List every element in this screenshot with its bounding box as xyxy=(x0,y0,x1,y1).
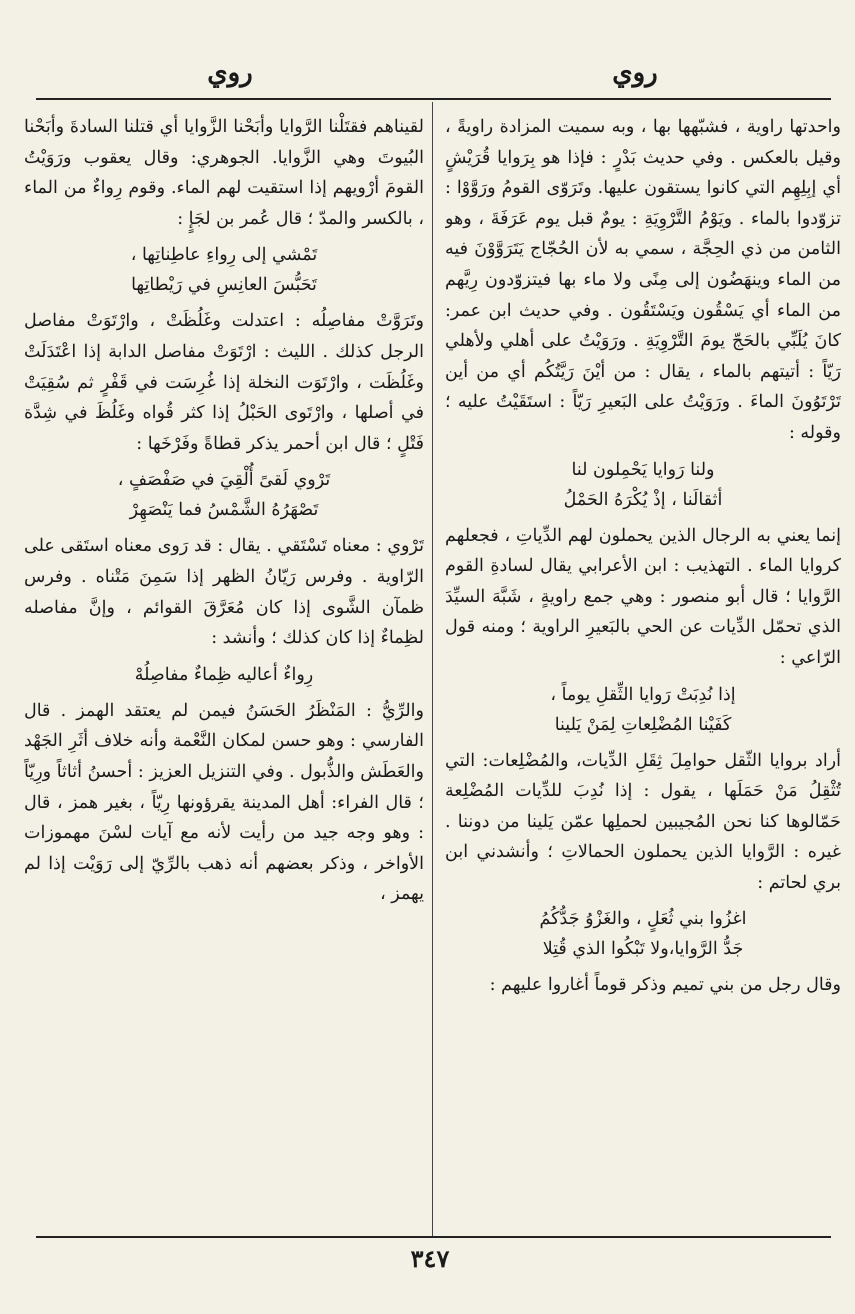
paragraph: تَرْوي : معناه تَسْتَقي . يقال : قد رَوى معناه استَقى على الرّاوية . وفرس رَيّانُ الظهر إذا سَمِنَ مَتْناه . وفرس ظمآن الشَّوى إذا كان مُعَرَّقَ القوائم ، وإنَّ مفاصله لظِماءٌ إذا كان كذلك ؛ وأنشد : xyxy=(24,536,424,649)
verse xyxy=(445,680,841,740)
paragraph: وقال رجل من بني تميم وذكر قوماً أغاروا عليهم : xyxy=(489,975,841,996)
verse-line: ولنا رَوايا يَحْمِلون لنا xyxy=(571,459,715,480)
verse xyxy=(24,240,424,300)
left-column-heading: روي xyxy=(207,58,253,88)
right-column-heading: روي xyxy=(612,58,658,88)
verse-line: أثقالَنا ، إذْ يُكْرَهُ الحَمْلُ xyxy=(563,489,723,510)
verse xyxy=(24,660,424,690)
paragraph: أراد بروايا الثّقل حوامِلَ ثِقَلِ الدِّيات، والمُضْلِعات: التي تُثْقِلُ مَنْ حَمَلَها ، يقول : إذا نُدِبَ للدِّيات المُضْلِعة حَمّالوها كنا نحن المُجيبين لحملِها عمّن يَلينا من دوننا . غيره : الرَّوايا الذين يحملون الحمالاتِ ؛ وأنشدني ابن بري لحاتم : xyxy=(445,750,841,893)
verse xyxy=(445,455,841,515)
paragraph: لقيناهم فقتَلْنا الرَّوايا وأبَحْنا الزَّوايا أي قتلنا السادةَ وأبَحْنا البُيوتَ وهي الزَّوايا. الجوهري: وقال يعقوب ورَوَيْتُ القومَ أرْويهم إذا استقيت لهم الماء. وقوم رِواءٌ من الماء ، بالكسر والمدّ ؛ قال عُمر بن لجَإٍ : xyxy=(24,117,424,229)
top-rule xyxy=(36,98,831,100)
paragraph: إنما يعني به الرجال الذين يحملون لهم الدِّياتِ ، فجعلهم كروايا الماء . التهذيب : ابن الأعرابي يقال لسادةِ القوم الرَّوايا ؛ قال أبو منصور : وهي جمع راويةٍ ، شَبَّهَ السيِّدَ الذي تحمّل الدِّيات عن الحي بالبَعيرِ الراوية ؛ ومنه قول الرّاعي : xyxy=(445,525,841,668)
verse-line: رِواءٌ أعاليه ظِماءٌ مفاصِلُهْ xyxy=(134,664,314,685)
verse-line: إذا نُدِبَتْ رَوايا الثِّقلِ يوماً ، xyxy=(550,684,736,705)
right-column xyxy=(445,112,841,1232)
page-number: ٣٤٧ xyxy=(410,1244,450,1273)
verse-line: جَدُّ الرَّوايا،ولا تَبْكُوا الذي قُتِلا xyxy=(542,939,744,960)
verse-line: كَفَيْنا المُضْلِعاتِ لِمَنْ يَلينا xyxy=(554,714,732,735)
verse xyxy=(24,465,424,525)
paragraph: وتَرَوَّتْ مفاصِلُه : اعتدلت وغَلُظَتْ ، وارْتَوَتْ مفاصل الرجل كذلك . الليث : ارْتَوَتْ مفاصل الدابة إذا اعْتَدَلَتْ وغَلُظَت ، وارْتَوَت النخلة إذا غُرِسَت في قَفْرٍ ثم سُقِيَتْ في أصلها ، وارْتَوى الحَبْلُ إذا كثر قُواه وغَلُظَ في شِدَّة فَتْلٍ ؛ قال ابن أحمر يذكر قطاةً وفَرْخَها : xyxy=(24,311,424,454)
paragraph: واحدتها راوية ، فشبّهها بها ، وبه سميت المزادة راويةً ، وقيل بالعكس . وفي حديث بَدْرٍ : فإذا هو بِرَوايا قُرَيْشٍ أي إبِلِهِم التي كانوا يستقون عليها. وتَرَوّى القومُ ورَوَّوْا : تزوّدوا بالماء . ويَوْمُ التَّرْوِيَةِ : يومٌ قبل يوم عَرَفَةَ ، وهو الثامن من ذي الحِجَّة ، سمي به لأن الحُجّاج يَتَرَوَّوْنَ فيه من الماء وينهَضُون إلى مِنًى ولا ماء بها فيتزوّدون رِيَّهم من الماء أي يَسْقُون ويَسْتَقُون . وفي حديث ابن عمر: كانَ يُلَبِّي بالحَجّ يومَ التَّرْوِيَةِ . ورَوَيْتُ على أهلي ولأهلي رَيّاً : أتيتهم بالماء ، يقال : من أيْنَ رَيَّتُكُم أي من أين تَرْتَوُونَ الماءَ . ورَوَيْتُ على البَعيرِ رَيّاً : استَقَيْتُ عليه ؛ وقوله : xyxy=(445,117,841,443)
column-divider xyxy=(432,102,433,1237)
verse-line: تَمْشي إلى رِواءِ عاطِناتِها ، xyxy=(130,245,318,266)
verse-line: تَرْوي لَقىً أُلْقِيَ في صَفْصَفٍ ، xyxy=(117,470,331,491)
verse-line: اغزُوا بني ثُعَلٍ ، والغَزْوُ جَدُّكُمُ xyxy=(539,909,747,930)
verse-line: تَصْهَرُهُ الشَّمْسُ فما يَنْصَهِرْ xyxy=(129,500,319,521)
bottom-rule xyxy=(36,1236,831,1238)
paragraph: والرِّيُّ : المَنْظَرُ الحَسَنُ فيمن لم يعتقد الهمز . قال الفارسي : وهو حسن لمكان النَّعْمة وأنه خلاف أثَرِ الجَهْد والعَطَش والذُّبول . وفي التنزيل العزيز : أحسنُ أثاثاً ورِيّاً ؛ قال الفراء: أهل المدينة يقرؤونها رِيّاً ، بغير همز ، قال : وهو وجه جيد من رأيت لأنه مع آيات لسْنَ مهموزات الأواخر ، وذكر بعضهم أنه ذهب بالرِّيّ إلى رَوَيْت إذا لم يهمز ، xyxy=(24,700,424,905)
left-column xyxy=(24,112,424,1232)
verse-line: تَحَبُّسَ العانِسِ في رَيْطاتِها xyxy=(131,275,317,296)
verse xyxy=(445,904,841,964)
